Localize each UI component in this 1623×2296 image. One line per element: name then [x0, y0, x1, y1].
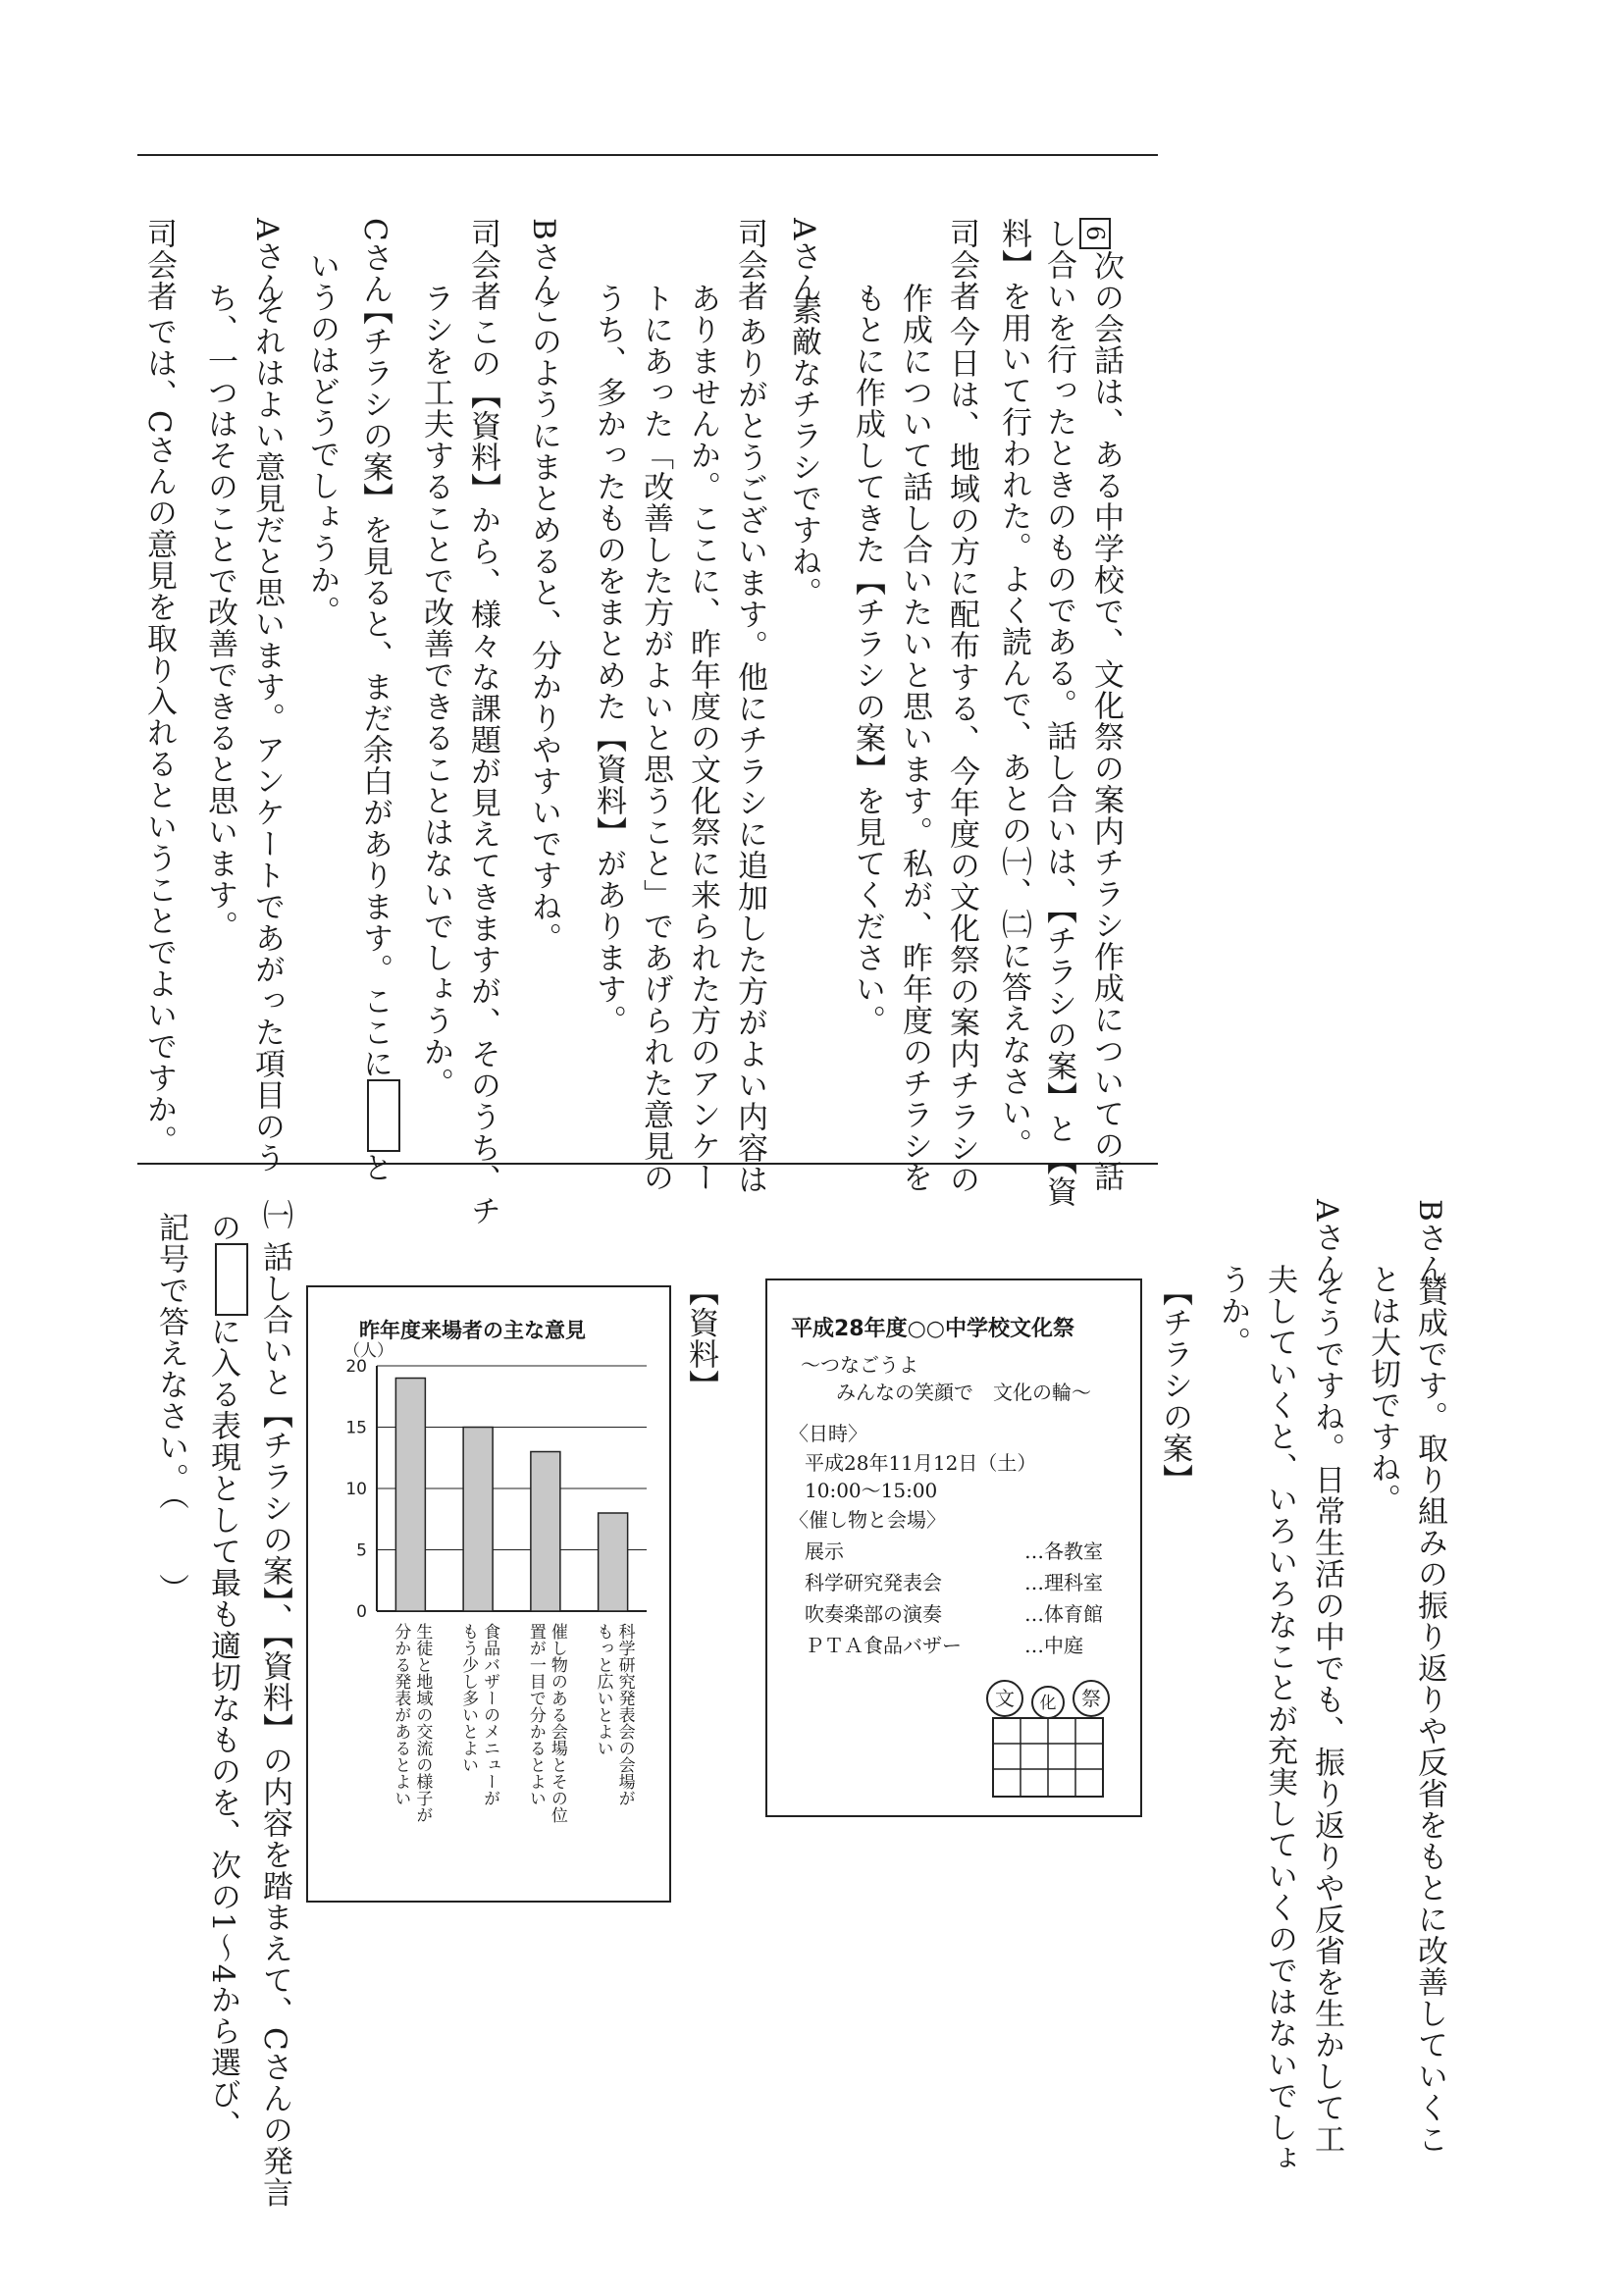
question-line-2-part-1: の	[205, 1212, 240, 1243]
speaker-a-2: Aさん	[249, 218, 285, 304]
event-name: 科学研究発表会	[805, 1571, 942, 1594]
speaker-moderator-4: 司会者	[141, 218, 177, 312]
line: 賛成です。取り組みの振り返りや反省をもとに改善していくこ	[1412, 1276, 1447, 2155]
line: うか。	[1215, 1264, 1250, 1358]
category-label: 科学研究発表会の会場が	[614, 1623, 635, 1806]
leaflet-slogan-1: ～つなごうよ	[801, 1353, 918, 1377]
leaflet-date: 平成28年11月12日（土）	[805, 1451, 1037, 1475]
question-number: ㈠	[257, 1199, 292, 1230]
event-place: …体育館	[1024, 1602, 1103, 1626]
question-line-2-part-2: に入る表現として最も適切なものを、次の1～4から選び、	[205, 1316, 240, 2142]
line: トにあった「改善した方がよいと思うこと」であげられた意見の	[638, 283, 673, 1193]
line: いうのはどうでしょうか。	[304, 250, 340, 627]
question-line-3: 記号で答えなさい。（ ）	[153, 1212, 188, 1605]
y-tick-label: 5	[356, 1540, 367, 1561]
chart-title: 昨年度来場者の主な意見	[359, 1319, 586, 1342]
line: 今日は、地域の方に配布する、今年度の文化祭の案内チラシの	[944, 316, 979, 1195]
line: そうですね。日常生活の中でも、振り返りや反省を生かして工	[1309, 1276, 1344, 2155]
question-line-2	[201, 1212, 248, 2141]
line: 夫していくと、いろいろなことが充実していくのではないでしょ	[1262, 1264, 1297, 2174]
intro-line-3: 料】を用いて行われた。よく読んで、あとの㈠、㈡に答えなさい。	[996, 218, 1031, 1160]
line: ラシを工夫することで改善できることはないでしょうか。	[418, 283, 453, 1099]
line: うち、多かったものをまとめた【資料】があります。	[591, 283, 626, 1036]
speaker-b-2: Bさん	[1412, 1199, 1447, 1285]
category-label: もう少し多いとよい	[458, 1623, 479, 1773]
y-unit-label: （人）	[343, 1341, 393, 1361]
category-label: 催し物のある会場とその位	[547, 1623, 567, 1823]
line: とは大切ですね。	[1365, 1264, 1400, 1515]
leaflet-events-label: 〈催し物と会場〉	[789, 1508, 946, 1532]
event-name: ＰＴＡ食品バザー	[805, 1634, 962, 1657]
y-tick-label: 15	[345, 1418, 367, 1438]
intro-line-2: し合いを行ったときのものである。話し合いは、【チラシの案】と【資	[1041, 218, 1076, 1208]
line: この【資料】から、様々な課題が見えてきますが、そのうち、チ	[465, 316, 500, 1226]
top-rule	[137, 154, 1158, 156]
bar-chart	[308, 1327, 669, 1631]
line: 作成について話し合いたいと思います。私が、昨年度のチラシを	[897, 283, 932, 1193]
speaker-b-1: Bさん	[526, 218, 561, 304]
leaflet-time: 10:00～15:00	[805, 1479, 938, 1502]
speaker-moderator-2: 司会者	[732, 218, 767, 312]
category-label: 置が一目で分かるとよい	[525, 1623, 546, 1806]
leaflet-box	[765, 1278, 1142, 1817]
category-label: 生徒と地域の交流の様子が	[412, 1623, 433, 1823]
material-chart-box	[306, 1285, 671, 1903]
line: ありがとうございます。他にチラシに追加した方がよい内容は	[732, 316, 767, 1195]
speaker-a-1: Aさん	[786, 218, 821, 304]
leaflet-heading: 【チラシの案】	[1157, 1276, 1192, 1495]
line: それはよい意見だと思います。アンケートであがった項目のう	[249, 294, 285, 1174]
category-label: もっと広いとよい	[593, 1623, 613, 1756]
problem-number-box: 6	[1079, 218, 1111, 249]
intro-line-1: 次の会話は、ある中学校で、文化祭の案内チラシ作成についての話	[1088, 250, 1124, 1192]
event-place: …各教室	[1024, 1539, 1103, 1563]
line: もとに作成してきた【チラシの案】を見てください。	[850, 283, 885, 1036]
line: このようにまとめると、分かりやすいですね。	[526, 294, 561, 954]
bar	[531, 1452, 560, 1612]
speaker-a-3: Aさん	[1309, 1199, 1344, 1285]
y-tick-label: 20	[345, 1357, 367, 1377]
speaker-c: Cさん	[357, 218, 393, 305]
bar	[599, 1513, 628, 1611]
leaflet-title: 平成28年度○○中学校文化祭	[791, 1317, 1075, 1341]
y-tick-label: 10	[345, 1480, 367, 1499]
line: ありませんか。ここに、昨年度の文化祭に来られた方のアンケー	[685, 283, 720, 1193]
line: ち、一つはそのことで改善できると思います。	[202, 283, 237, 942]
c-line-part-1: 【チラシの案】を見ると、まだ余白があります。ここに	[357, 294, 393, 1079]
line	[353, 294, 400, 1183]
speaker-moderator-3: 司会者	[465, 218, 500, 312]
logo-char: 文	[995, 1687, 1015, 1710]
event-place: …理科室	[1024, 1571, 1103, 1594]
event-name: 展示	[805, 1539, 844, 1563]
speaker-moderator-1: 司会者	[944, 218, 979, 312]
line: では、Cさんの意見を取り入れるということでよいですか。	[141, 316, 177, 1157]
question-line-1: 話し合いと【チラシの案】、【資料】の内容を踏まえて、Cさんの発言	[257, 1241, 292, 2209]
material-heading: 【資料】	[683, 1276, 718, 1401]
bar	[395, 1379, 425, 1612]
line: 素敵なチラシですね。	[786, 294, 821, 608]
problem-number	[1077, 218, 1113, 249]
c-line-part-2: と	[357, 1152, 393, 1183]
category-label: 分かる発表があるとよい	[391, 1623, 411, 1806]
event-name: 吹奏楽部の演奏	[805, 1602, 942, 1626]
question-blank	[215, 1243, 248, 1316]
bar	[463, 1428, 493, 1612]
y-tick-label: 0	[356, 1602, 367, 1622]
leaflet-date-label: 〈日時〉	[789, 1422, 867, 1445]
category-label: 食品バザーのメニューが	[480, 1623, 500, 1806]
answer-blank	[367, 1079, 400, 1152]
leaflet-slogan-2: みんなの笑顔で 文化の輪～	[836, 1381, 1091, 1404]
logo-char: 祭	[1081, 1687, 1101, 1710]
festival-logo	[975, 1673, 1123, 1800]
event-place: …中庭	[1024, 1634, 1083, 1657]
logo-char: 化	[1039, 1694, 1057, 1713]
